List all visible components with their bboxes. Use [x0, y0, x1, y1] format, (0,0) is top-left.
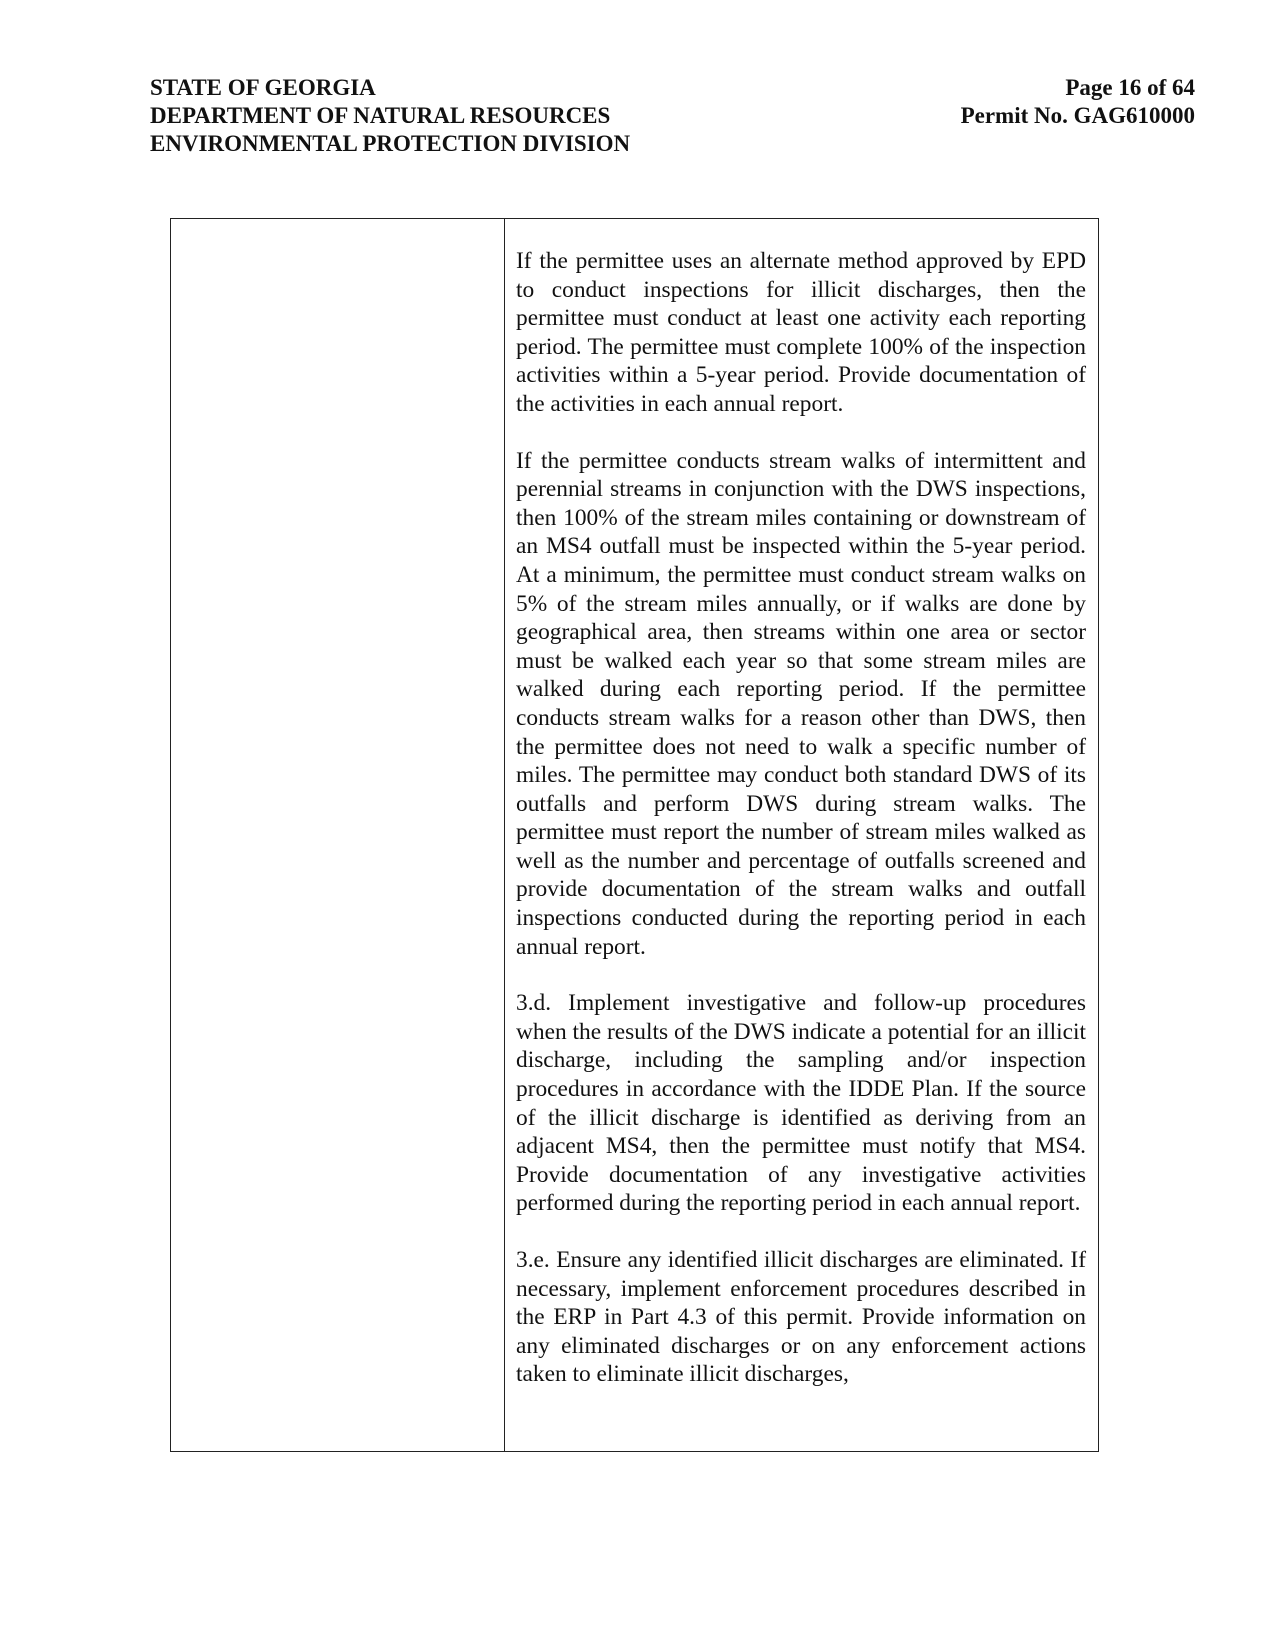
table-right-cell — [505, 219, 1098, 1451]
paragraph-stream-walks: If the permittee conducts stream walks of intermittent and perennial streams in conjunction with the DWS inspections, then 100% of the stream miles containing or downstream of an MS4 outfall must be inspected within the 5-year period. At a minimum, the permittee must conduct stream walks on 5% of the stream miles annually, or if walks are done by geographical area, then streams within one area or sector must be walked each year so that some stream miles are walked during each reporting period. If the permittee conducts stream walks for a reason other than DWS, then the permittee does not need to walk a specific number of miles. The permittee may conduct both standard DWS of its outfalls and perform DWS during stream walks. The permittee must report the number of stream miles walked as well as the number and percentage of outfalls screened and provide documentation of the stream walks and outfall inspections conducted during the reporting period in each annual report. — [516, 447, 1086, 960]
agency-division: ENVIRONMENTAL PROTECTION DIVISION — [150, 131, 631, 156]
agency-department: DEPARTMENT OF NATURAL RESOURCES — [150, 103, 611, 128]
agency-state: STATE OF GEORGIA — [150, 75, 376, 100]
paragraph-3d-investigative: 3.d. Implement investigative and follow-up procedures when the results of the DWS indicate a potential for an illicit discharge, including the sampling and/or inspection procedures in accordance with the IDDE Plan. If the source of the illicit discharge is identified as deriving from an adjacent MS4, then the permittee must notify that MS4. Provide documentation of any investigative activities performed during the reporting period in each annual report. — [516, 990, 1086, 1217]
paragraph-alternate-method: If the permittee uses an alternate method approved by EPD to conduct inspections for illicit discharges, then the permittee must conduct at least one activity each reporting period. The permittee must complete 100% of the inspection activities within a 5-year period. Provide documentation of the activities in each annual report. — [516, 248, 1086, 417]
permit-number: Permit No. GAG610000 — [960, 103, 1195, 128]
permit-block — [793, 74, 1195, 130]
table-left-cell — [171, 219, 505, 1451]
paragraph-3e-eliminate: 3.e. Ensure any identified illicit discharges are eliminated. If necessary, implement enforcement procedures described in the ERP in Part 4.3 of this permit. Provide information on any eliminated discharges or on any enforcement actions taken to eliminate illicit discharges, — [516, 1247, 1086, 1388]
page-number: Page 16 of 64 — [1065, 75, 1195, 100]
agency-block — [150, 74, 630, 158]
requirements-table — [170, 218, 1099, 1452]
